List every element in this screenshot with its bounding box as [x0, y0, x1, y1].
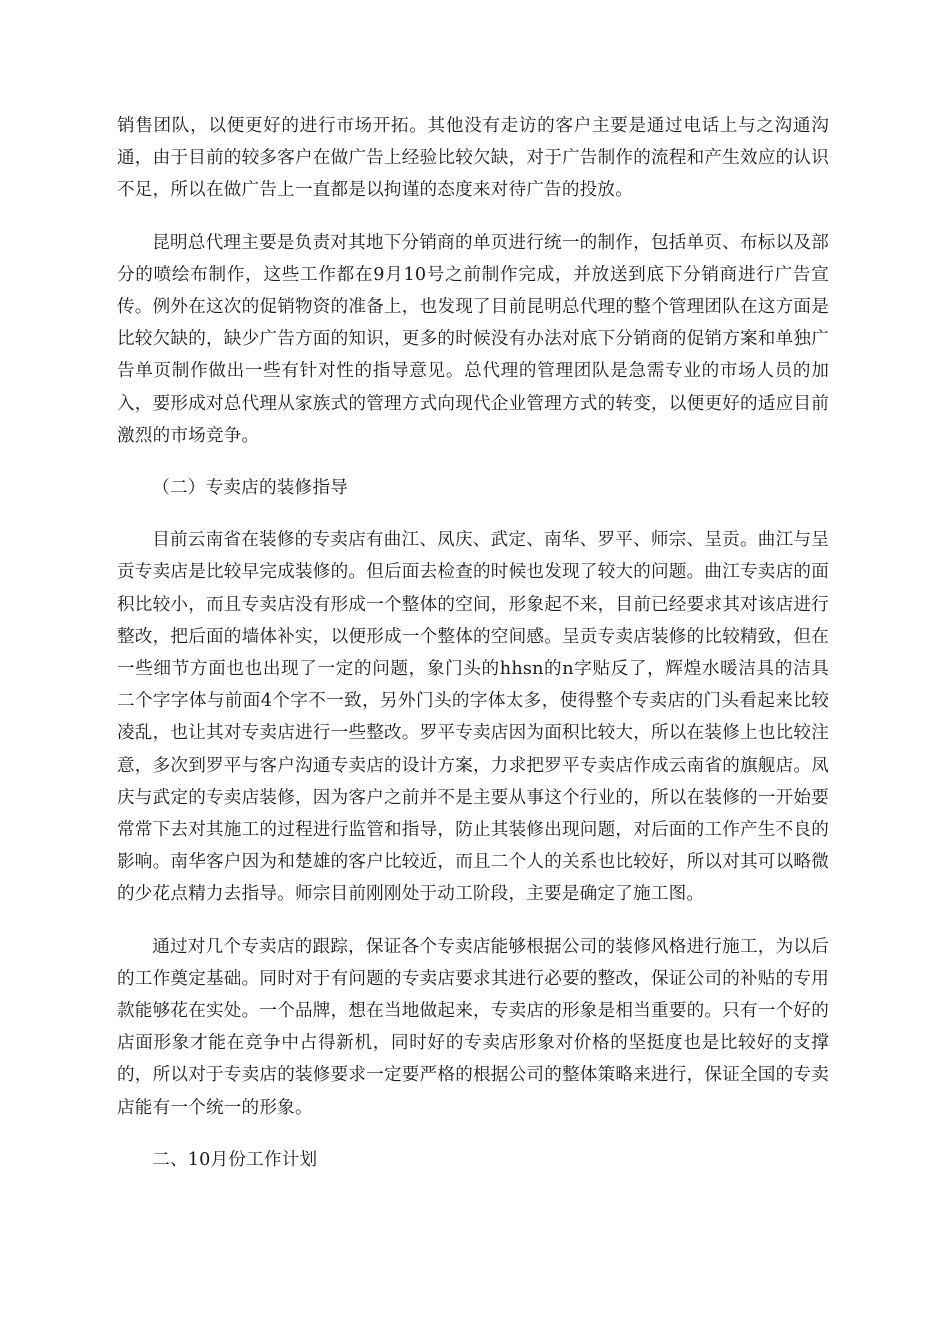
section-heading-store-decoration: （二）专卖店的装修指导: [152, 478, 348, 499]
paragraph-store-tracking: 通过对几个专卖店的跟踪，保证各个专卖店能够根据公司的装修风格进行施工，为以后的工作奠定基础。同时对于有问题的专卖店要求其进行必要的整改，保证公司的补贴的专用款能够花在实处。一个品牌，想在当地做起来，专卖店的形象是相当重要的。只有一个好的店面形象才能在竞争中占得新机，同时好的专卖店形象对价格的坚挺度也是比较好的支撑的，所以对于专卖店的装修要求一定要严格的根据公司的整体策略来进行，保证全国的专卖店能有一个统一的形象。: [117, 936, 829, 1118]
paragraph-yunnan-stores: 目前云南省在装修的专卖店有曲江、凤庆、武定、南华、罗平、师宗、呈贡。曲江与呈贡专卖店是比较早完成装修的。但后面去检查的时候也发现了较大的问题。曲江专卖店的面积比较小，而且专卖店没有形成一个整体的空间，形象起不来，目前已经要求其对该店进行整改，把后面的墙体补实，以便形成一个整体的空间感。呈贡专卖店装修的比较精致，但在一些细节方面也也出现了一定的问题，象门头的hhsn的n字贴反了，辉煌水暖洁具的洁具二个字字体与前面4个字不一致，另外门头的字体太多，使得整个专卖店的门头看起来比较凌乱，也让其对专卖店进行一些整改。罗平专卖店因为面积比较大，所以在装修上也比较注意，多次到罗平与客户沟通专卖店的设计方案，力求把罗平专卖店作成云南省的旗舰店。凤庆与武定的专卖店装修，因为客户之前并不是主要从事这个行业的，所以在装修的一开始要常常下去对其施工的过程进行监管和指导，防止其装修出现问题，对后面的工作产生不良的影响。南华客户因为和楚雄的客户比较近，而且二个人的关系也比较好，所以对其可以略微的少花点精力去指导。师宗目前刚刚处于动工阶段，主要是确定了施工图。: [117, 530, 829, 905]
document-body: [117, 110, 829, 1196]
section-heading-october-plan: 二、10月份工作计划: [152, 1149, 318, 1170]
paragraph-kunming-agent: 昆明总代理主要是负责对其地下分销商的单页进行统一的制作，包括单页、布标以及部分的喷绘布制作，这些工作都在9月10号之前制作完成，并放送到底下分销商进行广告宣传。例外在这次的促销物资的准备上，也发现了目前昆明总代理的整个管理团队在这方面是比较欠缺的，缺少广告方面的知识，更多的时候没有办法对底下分销商的促销方案和单独广告单页制作做出一些有针对性的指导意见。总代理的管理团队是急需专业的市场人员的加入，要形成对总代理从家族式的管理方式向现代企业管理方式的转变，以便更好的适应目前激烈的市场竞争。: [117, 232, 829, 446]
paragraph-continuation: 销售团队，以便更好的进行市场开拓。其他没有走访的客户主要是通过电话上与之沟通沟通，由于目前的较多客户在做广告上经验比较欠缺，对于广告制作的流程和产生效应的认识不足，所以在做广告上一直都是以拘谨的态度来对待广告的投放。: [117, 116, 829, 201]
